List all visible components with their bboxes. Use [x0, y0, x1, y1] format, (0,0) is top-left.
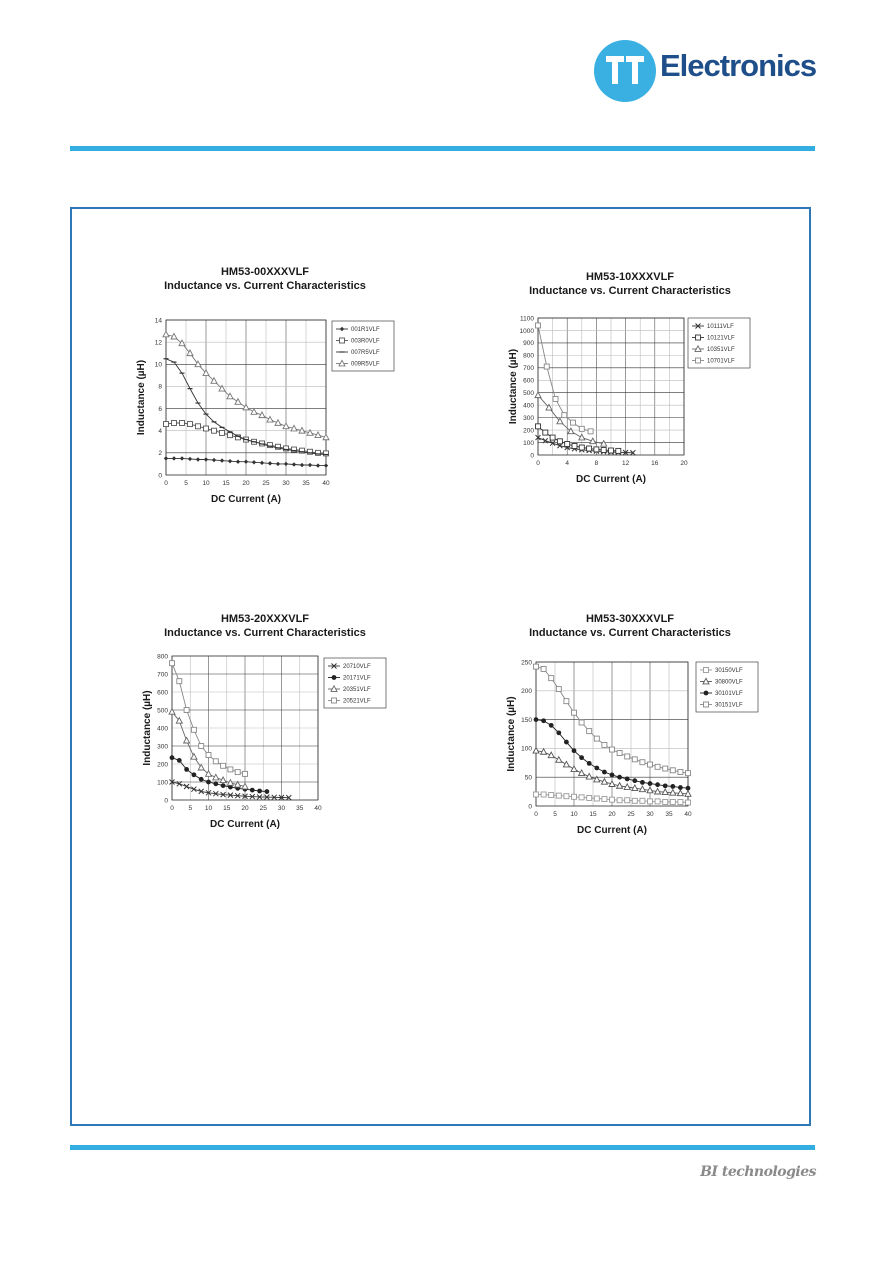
data-point [670, 768, 675, 773]
data-point [243, 771, 248, 776]
chart-legend [332, 321, 394, 371]
data-point [324, 451, 329, 456]
data-point [571, 766, 577, 772]
data-point [564, 699, 569, 704]
data-point [686, 771, 691, 776]
legend-label: 007R5VLF [351, 350, 380, 357]
legend-marker [696, 358, 701, 363]
data-point [191, 754, 197, 760]
y-tick-label: 100 [523, 439, 534, 447]
y-tick-label: 150 [521, 716, 532, 724]
data-point [196, 424, 201, 429]
legend-marker [696, 335, 701, 340]
chart-legend [324, 658, 386, 708]
data-point [616, 448, 621, 453]
x-tick-label: 4 [565, 460, 570, 467]
data-point [549, 676, 554, 681]
data-point [169, 709, 175, 715]
x-axis-label: DC Current (A) [577, 825, 647, 836]
x-tick-label: 25 [259, 805, 267, 812]
y-tick-label: 14 [154, 317, 162, 325]
data-point [625, 754, 630, 759]
legend-label: 20521VLF [343, 698, 371, 705]
chart-title: HM53-20XXXVLF [220, 613, 310, 625]
y-tick-label: 0 [158, 472, 162, 480]
data-point [670, 784, 675, 789]
tt-electronics-logo [594, 40, 816, 102]
data-point [292, 462, 296, 466]
data-point [579, 755, 584, 760]
data-point [564, 794, 569, 799]
data-point [536, 424, 541, 429]
data-point [594, 796, 599, 801]
data-point [184, 767, 189, 772]
data-point [184, 784, 189, 789]
data-point [196, 457, 200, 461]
y-tick-label: 500 [523, 390, 534, 398]
data-point [571, 420, 576, 425]
y-tick-label: 100 [157, 779, 168, 787]
legend-marker [704, 668, 709, 673]
y-axis-label: Inductance (µH) [506, 696, 517, 772]
legend-label: 10351VLF [707, 347, 735, 354]
data-point [221, 783, 226, 788]
data-point [572, 748, 577, 753]
y-tick-label: 700 [157, 671, 168, 679]
data-point [212, 458, 216, 462]
data-point [579, 426, 584, 431]
data-point [663, 799, 668, 804]
data-point [191, 787, 196, 792]
data-point [228, 767, 233, 772]
data-point [191, 727, 196, 732]
y-tick-label: 700 [523, 365, 534, 373]
chart-hm53-00 [130, 265, 400, 510]
data-point [541, 792, 546, 797]
x-tick-label: 35 [296, 805, 304, 812]
data-point [260, 461, 264, 465]
x-tick-label: 35 [302, 480, 310, 487]
data-point [192, 772, 197, 777]
data-point [316, 450, 321, 455]
data-point [610, 797, 615, 802]
data-point [534, 664, 539, 669]
x-tick-label: 0 [534, 811, 538, 818]
data-point [579, 434, 585, 440]
data-point [284, 462, 288, 466]
data-point [594, 447, 599, 452]
data-point [180, 420, 185, 425]
data-point [228, 433, 233, 438]
data-point [588, 429, 593, 434]
tt-logo-mark [594, 40, 656, 102]
data-point [324, 463, 328, 467]
y-tick-label: 600 [523, 377, 534, 385]
x-tick-label: 12 [621, 460, 630, 467]
data-point [686, 786, 691, 791]
data-point [602, 797, 607, 802]
y-axis-label: Inductance (µH) [136, 359, 147, 436]
x-tick-label: 10 [204, 805, 213, 812]
legend-marker [704, 702, 709, 707]
data-point [562, 413, 567, 418]
data-point [300, 463, 304, 467]
y-tick-label: 0 [164, 797, 168, 805]
data-point [265, 789, 270, 794]
data-point [543, 430, 548, 435]
data-point [199, 777, 204, 782]
y-tick-label: 500 [157, 707, 168, 715]
data-point [163, 331, 169, 337]
data-point [553, 396, 558, 401]
data-point [655, 799, 660, 804]
data-point [267, 416, 273, 422]
series-line [538, 395, 604, 444]
x-tick-label: 10 [202, 480, 210, 487]
y-tick-label: 400 [523, 402, 534, 410]
data-point [579, 795, 584, 800]
x-tick-label: 25 [262, 480, 270, 487]
data-point [602, 770, 607, 775]
x-tick-label: 5 [184, 480, 188, 487]
data-point [550, 435, 555, 440]
data-point [541, 718, 546, 723]
x-tick-label: 5 [553, 811, 557, 818]
data-point [220, 458, 224, 462]
data-point [188, 422, 193, 427]
chart-title: HM53-00XXXVLF [220, 266, 310, 278]
data-point [579, 445, 584, 450]
y-tick-label: 0 [530, 452, 534, 460]
chart-grid [538, 318, 684, 455]
data-point [617, 798, 622, 803]
data-point [179, 340, 185, 346]
data-point [199, 744, 204, 749]
x-tick-label: 0 [536, 460, 540, 467]
data-point [184, 737, 190, 743]
data-point [206, 780, 211, 785]
data-point [640, 780, 645, 785]
legend-label: 20171VLF [343, 675, 371, 682]
data-point [556, 793, 561, 798]
data-point [610, 772, 615, 777]
x-tick-label: 20 [680, 460, 688, 467]
chart-svg [490, 270, 770, 495]
legend-marker [340, 338, 345, 343]
y-tick-label: 300 [157, 743, 168, 751]
footer-rule [70, 1145, 815, 1150]
y-tick-label: 100 [521, 745, 532, 753]
data-point [587, 729, 592, 734]
y-tick-label: 8 [158, 383, 162, 391]
chart-subtitle: Inductance vs. Current Characteristics [529, 627, 731, 639]
data-point [308, 463, 312, 467]
data-point [648, 781, 653, 786]
data-point [170, 755, 175, 760]
data-point [236, 460, 240, 464]
chart-legend [688, 318, 750, 368]
y-tick-label: 6 [158, 405, 162, 413]
data-point [252, 460, 256, 464]
data-point [244, 460, 248, 464]
data-point [556, 687, 561, 692]
data-point [228, 459, 232, 463]
y-axis-label: Inductance (µH) [508, 348, 519, 425]
chart-hm53-20 [130, 612, 400, 842]
series-10351VLF [535, 392, 607, 446]
data-point [565, 442, 570, 447]
legend-label: 001R1VLF [351, 327, 380, 334]
data-point [686, 800, 691, 805]
data-point [579, 720, 584, 725]
legend-label: 20710VLF [343, 664, 371, 671]
x-tick-label: 30 [282, 480, 290, 487]
y-tick-label: 250 [521, 659, 532, 667]
data-point [557, 439, 562, 444]
y-tick-label: 1100 [520, 315, 534, 323]
x-tick-label: 20 [608, 811, 616, 818]
data-point [204, 426, 209, 431]
data-point [549, 793, 554, 798]
y-tick-label: 800 [523, 352, 534, 360]
y-tick-label: 800 [157, 653, 168, 661]
data-point [188, 457, 192, 461]
legend-label: 10701VLF [707, 358, 735, 365]
data-point [316, 463, 320, 467]
chart-hm53-10 [490, 270, 770, 495]
chart-hm53-30 [490, 612, 770, 847]
data-point [243, 404, 249, 410]
y-tick-label: 12 [154, 339, 162, 347]
x-tick-label: 40 [314, 805, 322, 812]
data-point [655, 782, 660, 787]
data-point [678, 785, 683, 790]
legend-label: 30151VLF [715, 702, 743, 709]
data-point [534, 792, 539, 797]
legend-marker [332, 675, 337, 680]
y-tick-label: 300 [523, 414, 534, 422]
x-tick-label: 30 [646, 811, 654, 818]
legend-label: 30150VLF [715, 668, 743, 675]
data-point [609, 448, 614, 453]
data-point [586, 773, 592, 779]
data-point [640, 760, 645, 765]
data-point [572, 794, 577, 799]
data-point [663, 783, 668, 788]
x-tick-label: 35 [665, 811, 673, 818]
data-point [544, 364, 549, 369]
data-point [617, 751, 622, 756]
data-point [251, 409, 257, 415]
data-point [601, 448, 606, 453]
y-axis-label: Inductance (µH) [142, 690, 153, 766]
data-point [177, 679, 182, 684]
legend-label: 30800VLF [715, 679, 743, 686]
x-tick-label: 20 [242, 480, 250, 487]
data-point [572, 710, 577, 715]
data-point [257, 789, 262, 794]
data-point [564, 740, 569, 745]
x-tick-label: 10 [570, 811, 578, 818]
chart-legend [696, 662, 758, 712]
data-point [212, 428, 217, 433]
x-tick-label: 30 [277, 805, 286, 812]
y-tick-label: 400 [157, 725, 168, 733]
x-tick-label: 15 [222, 480, 230, 487]
data-point [587, 795, 592, 800]
x-tick-label: 40 [322, 480, 330, 487]
data-point [648, 762, 653, 767]
data-point [548, 752, 554, 758]
y-tick-label: 900 [523, 340, 534, 348]
data-point [220, 430, 225, 435]
chart-subtitle: Inductance vs. Current Characteristics [164, 627, 366, 639]
data-point [648, 799, 653, 804]
y-tick-label: 0 [528, 803, 532, 811]
chart-subtitle: Inductance vs. Current Characteristics [529, 285, 731, 297]
data-point [213, 774, 219, 780]
data-point [235, 399, 241, 405]
data-point [587, 446, 592, 451]
data-point [172, 420, 177, 425]
y-tick-label: 50 [524, 774, 532, 782]
data-point [587, 761, 592, 766]
data-point [206, 753, 211, 758]
chart-svg [130, 612, 400, 842]
data-point [268, 461, 272, 465]
data-point [617, 775, 622, 780]
data-point [204, 457, 208, 461]
x-tick-label: 0 [170, 805, 174, 812]
data-point [563, 761, 569, 767]
legend-label: 003R0VLF [351, 338, 380, 345]
chart-subtitle: Inductance vs. Current Characteristics [164, 280, 366, 292]
x-tick-label: 40 [684, 811, 692, 818]
x-tick-label: 8 [594, 460, 599, 467]
bi-technologies-logo: BI technologies [700, 1164, 816, 1180]
data-point [235, 770, 240, 775]
y-tick-label: 200 [521, 688, 532, 696]
logo-text: Electronics [660, 48, 817, 83]
y-tick-label: 4 [158, 428, 162, 436]
chart-svg [490, 612, 770, 847]
data-point [556, 730, 561, 735]
y-tick-label: 2 [158, 450, 162, 458]
data-point [213, 759, 218, 764]
data-point [663, 766, 668, 771]
x-tick-label: 20 [241, 805, 249, 812]
data-point [184, 708, 189, 713]
data-point [572, 444, 577, 449]
x-tick-label: 15 [589, 811, 597, 818]
data-point [632, 757, 637, 762]
y-tick-label: 10 [154, 361, 162, 369]
legend-marker [332, 698, 337, 703]
data-point [177, 758, 182, 763]
data-point [602, 742, 607, 747]
data-point [536, 323, 541, 328]
data-point [632, 778, 637, 783]
data-point [640, 798, 645, 803]
tt-mark-icon [594, 40, 656, 102]
y-tick-label: 600 [157, 689, 168, 697]
data-point [172, 456, 176, 460]
data-point [164, 456, 168, 460]
data-point [610, 747, 615, 752]
chart-title: HM53-30XXXVLF [585, 613, 675, 625]
data-point [678, 770, 683, 775]
data-point [625, 798, 630, 803]
data-point [549, 723, 554, 728]
legend-label: 10111VLF [707, 324, 734, 331]
data-point [170, 661, 175, 666]
data-point [678, 799, 683, 804]
data-point [670, 799, 675, 804]
x-tick-label: 25 [627, 811, 635, 818]
data-point [250, 788, 255, 793]
series-10701VLF [536, 323, 594, 434]
data-point [556, 757, 562, 763]
y-tick-label: 200 [157, 761, 168, 769]
data-point [164, 422, 169, 427]
data-point [632, 798, 637, 803]
chart-svg [130, 265, 400, 510]
data-point [625, 777, 630, 782]
x-tick-label: 5 [188, 805, 193, 812]
data-point [579, 770, 585, 776]
x-axis-label: DC Current (A) [210, 819, 280, 830]
data-point [221, 763, 226, 768]
data-point [180, 456, 184, 460]
legend-marker [704, 691, 709, 696]
legend-label: 10121VLF [707, 335, 735, 342]
chart-title: HM53-10XXXVLF [585, 271, 675, 283]
legend-label: 009R5VLF [351, 361, 380, 368]
data-point [594, 736, 599, 741]
data-point [534, 717, 539, 722]
x-axis-label: DC Current (A) [576, 474, 646, 485]
x-tick-label: 16 [651, 460, 659, 467]
x-axis-label: DC Current (A) [211, 494, 281, 505]
x-tick-label: 15 [223, 805, 231, 812]
data-point [594, 766, 599, 771]
y-tick-label: 1000 [519, 327, 534, 335]
header-rule [70, 146, 815, 151]
data-point [213, 781, 218, 786]
y-tick-label: 200 [523, 427, 534, 435]
data-point [276, 462, 280, 466]
x-tick-label: 0 [164, 480, 168, 487]
data-point [655, 764, 660, 769]
data-point [541, 666, 546, 671]
legend-label: 30101VLF [715, 691, 743, 698]
legend-label: 20351VLF [343, 687, 371, 694]
